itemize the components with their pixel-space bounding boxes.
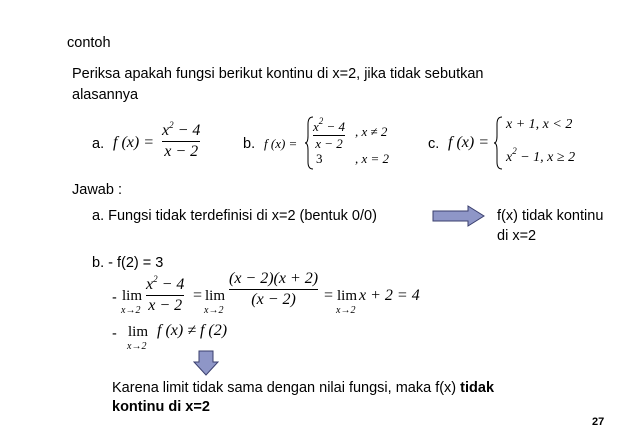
answer-a-result-line-1: f(x) tidak kontinu bbox=[497, 208, 604, 224]
part-b-case2-condition: , x = 2 bbox=[355, 151, 390, 166]
conclusion-bold-tidak: tidak bbox=[460, 380, 495, 396]
lim-3-subscript: x→2 bbox=[336, 305, 356, 316]
lim-1-fraction: $x^2 - 4$ x − 2 bbox=[146, 274, 185, 314]
part-a-label: a. bbox=[92, 136, 105, 152]
lim-3-expression: x + 2 = 4 bbox=[359, 287, 420, 304]
conclusion-line-2: kontinu di x=2 bbox=[112, 399, 210, 415]
part-b-case1-fraction: $x^2 - 4$ x − 2 bbox=[313, 116, 346, 151]
part-c-brace bbox=[494, 116, 504, 170]
page-number: 27 bbox=[592, 416, 605, 428]
part-b-case2-value: 3 bbox=[316, 151, 323, 166]
down-arrow-icon bbox=[193, 350, 219, 376]
lim-4-subscript: x→2 bbox=[127, 341, 147, 352]
part-a-lhs: f (x) = bbox=[113, 134, 154, 151]
limit-neq-expression: f (x) ≠ f (2) bbox=[157, 322, 228, 339]
problem-line-2: alasannya bbox=[72, 87, 139, 103]
lim-1: lim bbox=[122, 288, 143, 304]
lim-3: lim bbox=[337, 288, 358, 304]
part-a-fraction: $x^2 - 4$ x − 2 bbox=[162, 120, 201, 160]
part-c-lhs: f (x) = bbox=[448, 134, 489, 151]
answer-a-text: a. Fungsi tidak terdefinisi di x=2 (bentuk 0/0) bbox=[92, 208, 377, 224]
limit-neq-dash: - bbox=[112, 326, 117, 342]
part-c-case1: x + 1, x < 2 bbox=[506, 117, 573, 132]
limit-chain-dash: - bbox=[112, 290, 117, 306]
lim-2-subscript: x→2 bbox=[204, 305, 224, 316]
part-b-label: b. bbox=[243, 136, 256, 152]
equals-2: = bbox=[324, 287, 334, 304]
conclusion-line-1: Karena limit tidak sama dengan nilai fungsi, maka f(x) tidak bbox=[112, 380, 495, 396]
answer-heading: Jawab : bbox=[72, 182, 122, 198]
answer-a-result-line-2: di x=2 bbox=[497, 228, 537, 244]
part-b-case1-condition: , x ≠ 2 bbox=[355, 124, 388, 139]
part-b-lhs: f (x) = bbox=[264, 136, 298, 151]
lim-2-fraction: (x − 2)(x + 2) (x − 2) bbox=[229, 270, 319, 308]
equals-1: = bbox=[193, 287, 203, 304]
part-c-label: c. bbox=[428, 136, 440, 152]
lim-2: lim bbox=[205, 288, 226, 304]
slide-heading: contoh bbox=[67, 35, 111, 51]
part-c-case2: $x^2 - 1$, x ≥ 2 bbox=[506, 146, 576, 165]
lim-4: lim bbox=[128, 324, 149, 340]
right-arrow-icon bbox=[432, 205, 486, 227]
lim-1-subscript: x→2 bbox=[121, 305, 141, 316]
problem-line-1: Periksa apakah fungsi berikut kontinu di x=2, jika tidak sebutkan bbox=[72, 66, 484, 82]
answer-b-line-1: b. - f(2) = 3 bbox=[92, 255, 164, 271]
